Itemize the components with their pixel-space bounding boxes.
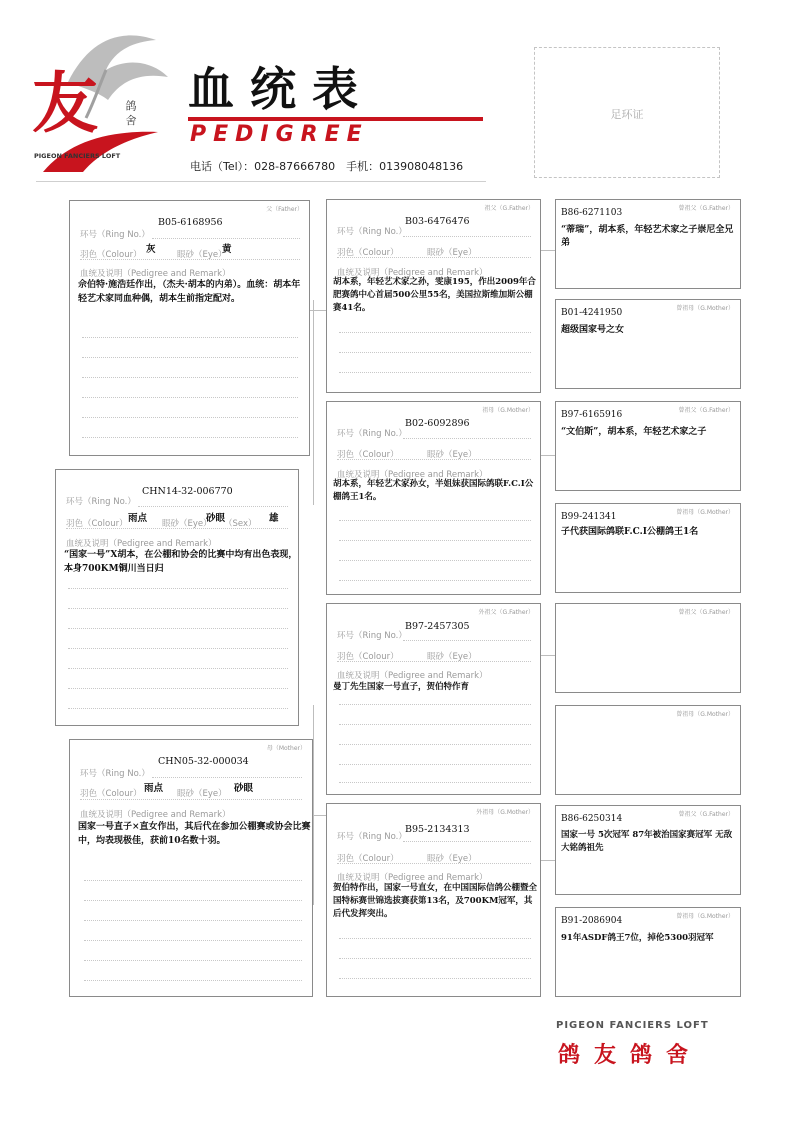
father-eye: 黄 xyxy=(222,244,232,255)
line-rule xyxy=(68,628,288,629)
line-rule xyxy=(339,704,531,705)
colour-label: 羽色（Colour） xyxy=(337,248,399,258)
line-rule xyxy=(339,580,531,581)
gmother-tag: 祖母（G.Mother） xyxy=(482,407,534,414)
line-rule xyxy=(339,372,531,373)
logo-char: 友 xyxy=(32,64,98,142)
subject-sex: 雄 xyxy=(269,513,279,524)
ring-label: 环号（Ring No.） xyxy=(80,230,150,240)
gg-card-1 xyxy=(555,199,741,289)
connector-line xyxy=(313,705,314,905)
mgm-ring: B95-2134313 xyxy=(405,824,470,835)
mgfather-tag: 外祖父（G.Father） xyxy=(478,609,534,616)
mgf-ring: B97-2457305 xyxy=(405,621,470,632)
page-title: 血统表 xyxy=(188,62,374,116)
pgm-remark: 胡本系，年轻艺术家孙女，半姐妹获国际鸽联F.C.I公棚鸽王1名。 xyxy=(333,479,534,502)
colour-label: 羽色（Colour） xyxy=(80,250,142,260)
line-rule xyxy=(84,900,302,901)
ggmother-tag: 曾祖母（G.Mother） xyxy=(676,509,734,516)
line-rule xyxy=(82,437,298,438)
pgm-ring: B02-6092896 xyxy=(405,418,470,429)
connector-line xyxy=(541,455,555,456)
ring-label: 环号（Ring No.） xyxy=(80,769,150,779)
line-rule xyxy=(68,608,288,609)
ring-label: 环号（Ring No.） xyxy=(337,631,407,641)
gg-ring: B97-6165916 xyxy=(561,410,623,420)
line-rule xyxy=(84,940,302,941)
father-card xyxy=(69,200,310,456)
remark-label: 血统及说明（Pedigree and Remark） xyxy=(337,671,488,681)
gg-ring: B91-2086904 xyxy=(561,916,623,926)
colour-label: 羽色（Colour） xyxy=(66,519,128,529)
ring-label: 环号（Ring No.） xyxy=(337,429,407,439)
mother-ring: CHN05-32-000034 xyxy=(158,756,249,767)
page-subtitle: PEDIGREE xyxy=(190,122,369,147)
ring-label: 环号（Ring No.） xyxy=(337,832,407,842)
ggfather-tag: 曾祖父（G.Father） xyxy=(678,811,734,818)
remark-label: 血统及说明（Pedigree and Remark） xyxy=(66,539,217,549)
gg-remark: 超级国家号之女 xyxy=(561,325,625,335)
gg-ring: B99-241341 xyxy=(561,512,617,522)
footer-english: PIGEON FANCIERS LOFT xyxy=(556,1020,709,1031)
line-rule xyxy=(68,688,288,689)
ggfather-tag: 曾祖父（G.Father） xyxy=(678,205,734,212)
gg-remark: “文伯斯”，胡本系，年轻艺术家之子 xyxy=(561,427,707,437)
eye-label: 眼砂（Eye） xyxy=(162,519,212,529)
line-rule xyxy=(68,588,288,589)
remark-label: 血统及说明（Pedigree and Remark） xyxy=(337,268,488,278)
remark-label: 血统及说明（Pedigree and Remark） xyxy=(337,470,488,480)
field-rule xyxy=(152,777,302,778)
field-rule xyxy=(138,506,288,507)
mother-eye: 砂眼 xyxy=(234,783,254,794)
ggfather-tag: 曾祖父（G.Father） xyxy=(678,407,734,414)
ggmother-tag: 曾祖母（G.Mother） xyxy=(676,913,734,920)
field-rule xyxy=(403,236,531,237)
father-tag: 父（Father） xyxy=(266,206,303,213)
eye-label: 眼砂（Eye） xyxy=(177,789,227,799)
line-rule xyxy=(82,397,298,398)
subject-remark: “国家一号”X胡本，在公棚和协会的比赛中均有出色表现，本身700KM铜川当日归 xyxy=(64,550,298,574)
header-divider xyxy=(36,181,486,182)
field-rule xyxy=(80,799,302,800)
gg-ring: B86-6250314 xyxy=(561,814,623,824)
line-rule xyxy=(82,417,298,418)
line-rule xyxy=(68,648,288,649)
gg-remark: 子代获国际鸽联F.C.I公棚鸽王1名 xyxy=(561,527,699,537)
mother-tag: 母（Mother） xyxy=(266,745,306,752)
eye-label: 眼砂（Eye） xyxy=(427,652,477,662)
remark-label: 血统及说明（Pedigree and Remark） xyxy=(337,873,488,883)
line-rule xyxy=(339,978,531,979)
connector-line xyxy=(541,860,555,861)
gg-ring: B01-4241950 xyxy=(561,308,623,318)
connector-line xyxy=(313,300,314,505)
subject-ring: CHN14-32-006770 xyxy=(142,486,233,497)
line-rule xyxy=(339,352,531,353)
gg-card-2 xyxy=(555,299,741,389)
remark-label: 血统及说明（Pedigree and Remark） xyxy=(80,269,231,279)
field-rule xyxy=(66,528,288,529)
maternal-grandfather-card xyxy=(326,603,541,795)
line-rule xyxy=(82,337,298,338)
mother-card xyxy=(69,739,313,997)
footer-chinese: 鸽友鸽舍 xyxy=(558,1043,703,1068)
colour-label: 羽色（Colour） xyxy=(337,652,399,662)
line-rule xyxy=(339,724,531,725)
mgmother-tag: 外祖母（G.Mother） xyxy=(476,809,534,816)
line-rule xyxy=(339,764,531,765)
line-rule xyxy=(339,520,531,521)
mother-remark: 国家一号直子×直女作出，其后代在参加公棚赛或协会比赛中，均表现极佳，获前10名数十羽。 xyxy=(78,822,311,846)
line-rule xyxy=(84,880,302,881)
sex-label: （Sex） xyxy=(224,519,257,529)
subject-card xyxy=(55,469,299,726)
contact-phone: 电话（Tel）：028-87666780 手机：013908048136 xyxy=(190,160,464,173)
ggfather-tag: 曾祖父（G.Father） xyxy=(678,609,734,616)
line-rule xyxy=(339,958,531,959)
ring-certificate-box xyxy=(534,47,720,178)
father-remark: 佘伯特·施浩廷作出，（杰夫·胡本的内弟）。血统：胡本年轻艺术家同血种偶，胡本生前指定配对。 xyxy=(78,280,301,304)
line-rule xyxy=(84,980,302,981)
field-rule xyxy=(337,863,531,864)
gg-card-3 xyxy=(555,401,741,491)
logo-subtitle: PIGEON FANCIERS LOFT xyxy=(34,152,121,160)
field-rule xyxy=(152,238,300,239)
line-rule xyxy=(82,377,298,378)
remark-label: 血统及说明（Pedigree and Remark） xyxy=(80,810,231,820)
field-rule xyxy=(337,661,531,662)
gg-card-8 xyxy=(555,907,741,997)
paternal-grandfather-card xyxy=(326,199,541,393)
gg-card-5 xyxy=(555,603,741,693)
logo-side-text: 鸽 舍 xyxy=(124,100,137,126)
eye-label: 眼砂（Eye） xyxy=(427,854,477,864)
subject-colour: 雨点 xyxy=(128,513,148,524)
mother-colour: 雨点 xyxy=(144,783,164,794)
line-rule xyxy=(339,782,531,783)
father-colour: 灰 xyxy=(146,244,156,255)
gg-remark: 国家一号 5次冠军 87年被治国家赛冠军 无敌大铭鸽祖先 xyxy=(561,830,733,853)
ggmother-tag: 曾祖母（G.Mother） xyxy=(676,305,734,312)
gfather-tag: 祖父（G.Father） xyxy=(484,205,534,212)
gg-card-4 xyxy=(555,503,741,593)
gg-ring: B86-6271103 xyxy=(561,208,623,218)
line-rule xyxy=(339,560,531,561)
ggmother-tag: 曾祖母（G.Mother） xyxy=(676,711,734,718)
subject-eye: 砂眼 xyxy=(206,513,226,524)
line-rule xyxy=(84,960,302,961)
field-rule xyxy=(403,438,531,439)
eye-label: 眼砂（Eye） xyxy=(427,248,477,258)
eye-label: 眼砂（Eye） xyxy=(177,250,227,260)
father-ring: B05-6168956 xyxy=(158,217,223,228)
eye-label: 眼砂（Eye） xyxy=(427,450,477,460)
gg-remark: “蒂瑞”，胡本系，年轻艺术家之子崇尼全兄弟 xyxy=(561,225,734,248)
connector-line xyxy=(541,250,555,251)
gg-card-7 xyxy=(555,805,741,895)
ring-label: 环号（Ring No.） xyxy=(337,227,407,237)
title-underline xyxy=(188,117,483,121)
line-rule xyxy=(68,708,288,709)
field-rule xyxy=(337,257,531,258)
maternal-grandmother-card xyxy=(326,803,541,997)
pgf-remark: 胡本系，年轻艺术家之孙，雯康195，作出2009年合肥赛鸽中心首届500公里55名，美国拉斯维加斯公棚赛41名。 xyxy=(333,277,536,313)
colour-label: 羽色（Colour） xyxy=(80,789,142,799)
gg-card-6 xyxy=(555,705,741,795)
field-rule xyxy=(337,459,531,460)
field-rule xyxy=(403,640,531,641)
line-rule xyxy=(339,744,531,745)
colour-label: 羽色（Colour） xyxy=(337,854,399,864)
ring-certificate-label: 足环证 xyxy=(610,108,644,121)
gg-remark: 91年ASDF鸽王7位，掉伦5300羽冠军 xyxy=(561,933,714,943)
mgm-remark: 贺伯特作出，国家一号直女，在中国国际信鸽公棚暨全国特标赛世锦选拔赛获第13名，及700KM冠军，其后代发挥突出。 xyxy=(333,883,538,919)
ring-label: 环号（Ring No.） xyxy=(66,497,136,507)
field-rule xyxy=(403,841,531,842)
line-rule xyxy=(84,920,302,921)
line-rule xyxy=(82,357,298,358)
paternal-grandmother-card xyxy=(326,401,541,595)
line-rule xyxy=(68,668,288,669)
connector-line xyxy=(541,655,555,656)
colour-label: 羽色（Colour） xyxy=(337,450,399,460)
line-rule xyxy=(339,540,531,541)
mgf-remark: 曼丁先生国家一号直子，贺伯特作育 xyxy=(333,682,470,692)
field-rule xyxy=(80,259,300,260)
pgf-ring: B03-6476476 xyxy=(405,216,470,227)
line-rule xyxy=(339,938,531,939)
line-rule xyxy=(339,332,531,333)
